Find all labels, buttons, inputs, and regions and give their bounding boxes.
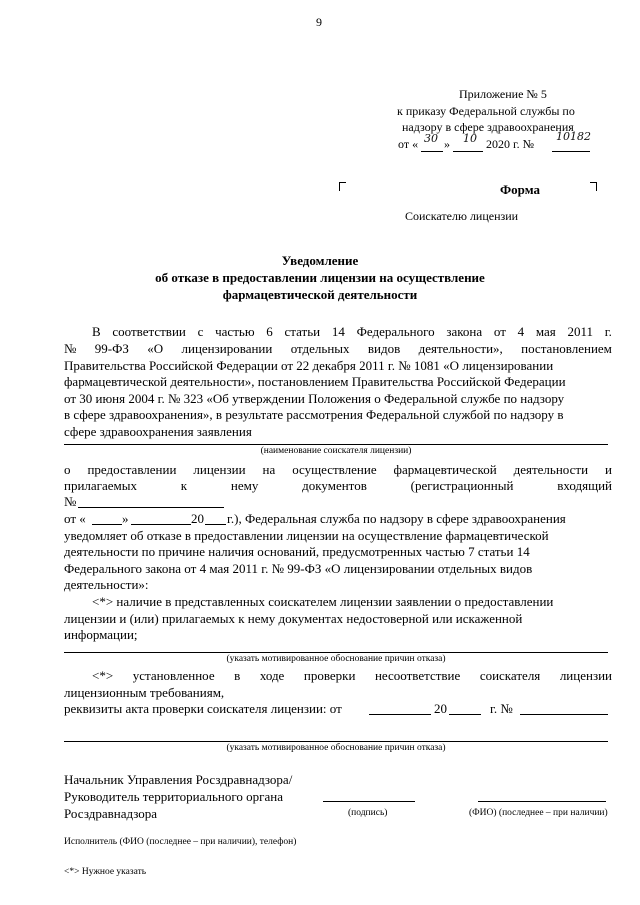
- word: лицензии: [193, 462, 246, 477]
- caption-reason-2: (указать мотивированное обоснование причин отказа): [226, 743, 446, 753]
- word: 14: [331, 324, 345, 339]
- para1-line-1: [92, 324, 612, 339]
- para1-line-5: от 30 июня 2004 г. № 323 «Об утверждении Положения о Федеральной службе по надзору: [64, 391, 565, 406]
- item2-line-2: лицензионным требованиям,: [64, 685, 225, 700]
- act-number-line: [520, 714, 608, 715]
- caption-reason-1: (указать мотивированное обоснование причин отказа): [226, 654, 446, 664]
- appendix-date-year: 2020 г. №: [486, 137, 535, 151]
- word: документов: [302, 478, 367, 493]
- para2-line-4-rest: г.), Федеральная служба по надзору в сфере здравоохранения: [227, 511, 566, 526]
- word: проверки: [303, 668, 356, 683]
- para2-line-8: деятельности»:: [64, 577, 149, 592]
- word: закона: [446, 324, 483, 339]
- act-year-line: [449, 714, 481, 715]
- para2-number-sign: №: [64, 494, 77, 509]
- page-number: 9: [316, 15, 322, 29]
- para2-line-7: Федерального закона от 4 мая 2011 г. № 99-ФЗ «О лицензировании отдельных видов: [64, 561, 533, 576]
- word: Федерального: [356, 324, 435, 339]
- appendix-line-2: к приказу Федеральной службы по: [397, 104, 575, 118]
- para2-date-mid: »: [122, 511, 129, 526]
- signer-line-2: Руководитель территориального органа: [64, 789, 283, 804]
- form-label: Форма: [500, 182, 540, 197]
- handwritten-number: 10182: [556, 130, 591, 143]
- full-name-line: [478, 801, 606, 802]
- appendix-date-prefix: от «: [398, 137, 419, 151]
- act-date-line: [369, 714, 431, 715]
- para2-date-year: 20: [191, 511, 204, 526]
- word: частью: [215, 324, 255, 339]
- word: осуществление: [292, 462, 377, 477]
- word: 6: [266, 324, 273, 339]
- appendix-line-1: Приложение № 5: [459, 87, 547, 101]
- word: постановлением: [521, 341, 612, 356]
- word: лицензии: [559, 668, 612, 683]
- reg-day-line: [92, 524, 122, 525]
- recipient-label: Соискателю лицензии: [405, 209, 519, 223]
- word: о: [64, 462, 71, 477]
- word: в: [234, 668, 241, 683]
- item1-line-2: лицензии и (или) прилагаемых к нему документах недостоверной или искаженной: [64, 611, 523, 626]
- word: на: [262, 462, 276, 477]
- para1-line-6: в сфере здравоохранения», в результате рассмотрения Федеральной службой по надзору в: [64, 407, 564, 422]
- word: г.: [604, 324, 612, 339]
- item2-act-year: 20: [434, 701, 447, 716]
- item2-line-1: [92, 668, 612, 683]
- executor-label: Исполнитель (ФИО (последнее – при наличии), телефон): [64, 837, 297, 847]
- title-line-3: фармацевтической деятельности: [222, 287, 418, 302]
- word: и: [604, 462, 612, 477]
- reg-year-line: [205, 524, 226, 525]
- item1-line-1: <*> наличие в представленных соискателем лицензии заявлении о предоставлении: [92, 594, 554, 609]
- word: 99-ФЗ: [94, 341, 129, 356]
- word: В: [92, 324, 101, 339]
- footnote: <*> Нужное указать: [64, 867, 147, 877]
- reason2-line: [64, 741, 608, 742]
- date-number-underline: [552, 151, 590, 152]
- signature-caption: (подпись): [348, 808, 388, 818]
- para2-date-from: от «: [64, 511, 86, 526]
- date-month-underline: [453, 151, 483, 152]
- applicant-name-line: [64, 444, 608, 445]
- word: мая: [535, 324, 556, 339]
- word: установленное: [132, 668, 215, 683]
- caption-applicant: (наименование соискателя лицензии): [260, 446, 412, 456]
- word: видов: [367, 341, 401, 356]
- title-line-1: Уведомление: [281, 253, 359, 268]
- word: прилагаемых: [64, 478, 138, 493]
- appendix-line-3: надзору в сфере здравоохранения: [402, 120, 574, 134]
- para1-line-3: Правительства Российской Федерации от 22 декабря 2011 г. № 1081 «О лицензировании: [64, 358, 554, 373]
- para1-line-7: сфере здравоохранения заявления: [64, 424, 252, 439]
- word: №: [64, 341, 77, 356]
- handwritten-month: 10: [463, 132, 477, 145]
- word: с: [197, 324, 204, 339]
- para1-line-4: фармацевтической деятельности», постановлением Правительства Российской Федерации: [64, 374, 566, 389]
- corner-left: [339, 182, 346, 191]
- para2-line-2: [64, 478, 612, 493]
- word: 2011: [567, 324, 594, 339]
- word: 4: [517, 324, 525, 339]
- word: статьи: [284, 324, 321, 339]
- signature-line: [323, 801, 415, 802]
- word: деятельности: [513, 462, 589, 477]
- reg-number-line: [78, 507, 224, 508]
- para2-line-6: деятельности по причине наличия оснований, предусмотренных частью 7 статьи 14: [64, 544, 530, 559]
- title-line-2: об отказе в предоставлении лицензии на осуществление: [155, 270, 485, 285]
- word: ходе: [259, 668, 285, 683]
- word: лицензировании: [181, 341, 273, 356]
- appendix-date-mid: »: [444, 137, 450, 151]
- item2-act-label: реквизиты акта проверки соискателя лицензии: от: [64, 701, 342, 716]
- full-name-caption: (ФИО) (последнее – при наличии): [469, 808, 608, 818]
- item1-line-3: информации;: [64, 627, 138, 642]
- word: входящий: [557, 478, 612, 493]
- para2-line-1: [64, 462, 612, 477]
- signer-line-1: Начальник Управления Росздравнадзора/: [64, 772, 293, 787]
- word: соответствии: [112, 324, 186, 339]
- word: несоответствие: [374, 668, 461, 683]
- para1-line-2: [64, 341, 612, 356]
- word: отдельных: [290, 341, 350, 356]
- item2-act-number: г. №: [490, 701, 513, 716]
- reg-month-line: [131, 524, 191, 525]
- signer-line-3: Росздравнадзора: [64, 806, 158, 821]
- word: от: [493, 324, 506, 339]
- date-day-underline: [421, 151, 443, 152]
- word: (регистрационный: [410, 478, 514, 493]
- word: соискателя: [479, 668, 541, 683]
- word: <*>: [92, 668, 114, 683]
- corner-right: [590, 182, 597, 191]
- word: «О: [147, 341, 164, 356]
- word: предоставлении: [87, 462, 177, 477]
- para2-line-5: уведомляет об отказе в предоставлении лицензии на осуществление фармацевтической: [64, 528, 549, 543]
- reason1-line: [64, 652, 608, 653]
- word: фармацевтической: [393, 462, 497, 477]
- word: к: [180, 478, 188, 493]
- handwritten-day: 30: [424, 132, 438, 145]
- word: деятельности»,: [418, 341, 503, 356]
- word: нему: [230, 478, 259, 493]
